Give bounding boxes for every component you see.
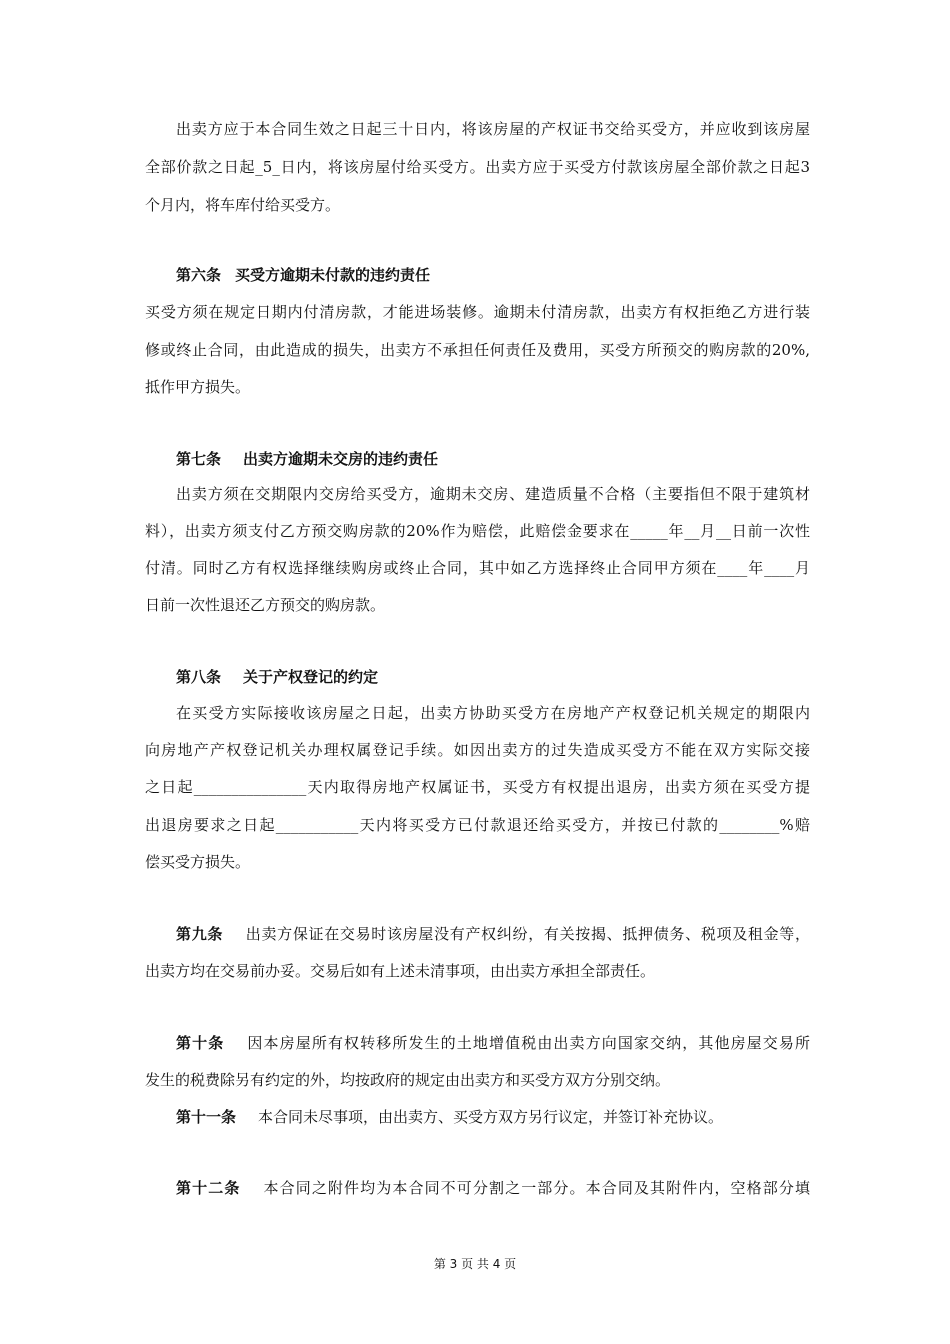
article-8-heading (145, 667, 810, 687)
article-6-number: 第六条 (176, 266, 222, 284)
article-6-title: 买受方逾期未付款的违约责任 (235, 266, 431, 284)
article-12-number: 第十二条 (176, 1179, 241, 1197)
article-6-line-2: 修或终止合同，由此造成的损失，出卖方不承担任何责任及费用，买受方所预交的购房款的20%, (145, 341, 810, 359)
article-8-title: 关于产权登记的约定 (243, 668, 379, 686)
article-6-line-1: 买受方须在规定日期内付清房款，才能进场装修。逾期未付清房款，出卖方有权拒绝乙方进行装 (145, 303, 810, 321)
article-7-line-1: 出卖方须在交期限内交房给买受方，逾期未交房、建造质量不合格（主要指但不限于建筑材 (176, 485, 810, 503)
article-11-number: 第十一条 (176, 1108, 237, 1126)
page-number-footer: 第 3 页 共 4 页 (433, 1257, 517, 1271)
article-11-text-1: 本合同未尽事项，由出卖方、买受方双方另行议定，并签订补充协议。 (258, 1108, 724, 1126)
article-12-text-1: 本合同之附件均为本合同不可分割之一部分。本合同及其附件内，空格部分填 (262, 1179, 810, 1197)
article-8-line-2: 向房地产产权登记机关办理权属登记手续。如因出卖方的过失造成买受方不能在双方实际交接 (145, 741, 810, 759)
article-10-number: 第十条 (176, 1034, 225, 1052)
article-9-line-1 (145, 924, 810, 944)
article-7-line-2: 料），出卖方须支付乙方预交购房款的20%作为赔偿，此赔偿金要求在_____年__月__日前一次性 (145, 522, 810, 540)
article-8-line-3: 之日起_______________天内取得房地产权属证书，买受方有权提出退房，出卖方须在买受方提 (145, 778, 810, 796)
article-7-heading (145, 449, 810, 469)
article-8-number: 第八条 (176, 668, 222, 686)
article-7-line-3: 付清。同时乙方有权选择继续购房或终止合同，其中如乙方选择终止合同甲方须在____年____月 (145, 559, 810, 577)
article-10-line-1 (145, 1033, 810, 1053)
article-10-line-2: 发生的税费除另有约定的外，均按政府的规定由出卖方和买受方双方分别交纳。 (145, 1071, 671, 1089)
article-9-number: 第九条 (176, 925, 224, 943)
article-8-line-5: 偿买受方损失。 (145, 853, 251, 871)
article-7-line-4: 日前一次性退还乙方预交的购房款。 (145, 596, 386, 614)
article-8-line-1: 在买受方实际接收该房屋之日起，出卖方协助买受方在房地产产权登记机关规定的期限内 (176, 704, 810, 722)
article-7-number: 第七条 (176, 450, 222, 468)
article-9-text-1: 出卖方保证在交易时该房屋没有产权纠纷，有关按揭、抵押债务、税项及租金等， (245, 925, 810, 943)
article-11-line-1 (145, 1107, 810, 1127)
article-12-line-1 (145, 1178, 810, 1198)
article-9-line-2: 出卖方均在交易前办妥。交易后如有上述未清事项，由出卖方承担全部责任。 (145, 962, 656, 980)
article-6-heading (145, 265, 810, 285)
intro-line-2: 全部价款之日起_5_日内，将该房屋付给买受方。出卖方应于买受方付款该房屋全部价款之日起3 (145, 158, 810, 176)
article-8-line-4: 出退房要求之日起___________天内将买受方已付款退还给买受方，并按已付款的________%赔 (145, 816, 810, 834)
intro-line-3: 个月内，将车库付给买受方。 (145, 196, 341, 214)
article-7-title: 出卖方逾期未交房的违约责任 (243, 450, 439, 468)
intro-line-1: 出卖方应于本合同生效之日起三十日内，将该房屋的产权证书交给买受方，并应收到该房屋 (176, 120, 810, 138)
article-10-text-1: 因本房屋所有权转移所发生的土地增值税由出卖方向国家交纳，其他房屋交易所 (246, 1034, 810, 1052)
article-6-line-3: 抵作甲方损失。 (145, 378, 251, 396)
